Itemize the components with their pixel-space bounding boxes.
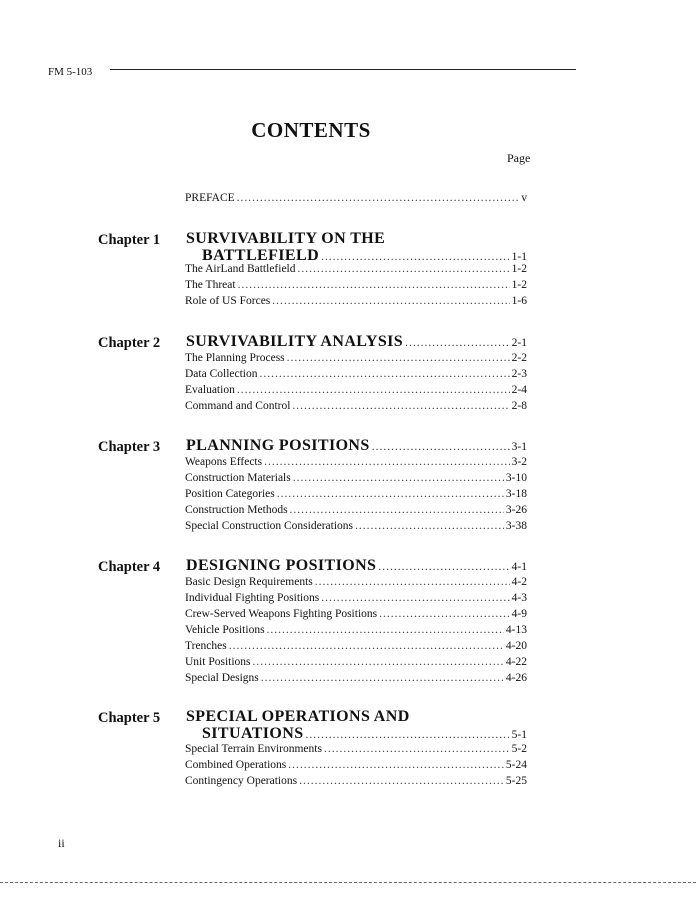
chapter-label: Chapter 2 [98,335,161,351]
toc-entry-label: Combined Operations [185,759,287,771]
toc-entry[interactable] [185,263,527,279]
page-bottom-edge [0,882,696,883]
toc-entry-page: 3-10 [505,472,527,484]
leader-dots [290,504,504,516]
chapter-title: DESIGNING POSITIONS [186,557,377,574]
leader-dots [260,368,510,380]
toc-entry-label: Vehicle Positions [185,624,265,636]
toc-entry[interactable] [185,592,527,608]
toc-entry-page: 4-22 [505,656,527,668]
page-number: ii [58,836,65,850]
toc-entry-label: Basic Design Requirements [185,576,313,588]
toc-entry-page: 4-20 [505,640,527,652]
toc-entry-page: 2-4 [511,384,527,396]
toc-entry[interactable] [185,352,527,368]
toc-entry-page: 2-2 [511,352,527,364]
toc-entry-label: The AirLand Battlefield [185,263,296,275]
toc-entry-label: Role of US Forces [185,295,271,307]
toc-entry-page: 5-2 [511,743,527,755]
toc-entry-page: 5-1 [511,729,527,741]
leader-dots [378,561,509,573]
leader-dots [261,672,504,684]
leader-dots [253,656,504,668]
toc-entry-page: 1-6 [511,295,527,307]
leader-dots [315,576,510,588]
toc-entry-label: The Planning Process [185,352,285,364]
toc-entry[interactable] [185,504,527,520]
toc-entry[interactable] [185,656,527,672]
toc-entry[interactable] [185,456,527,472]
leader-dots [267,624,504,636]
toc-entry-label: PREFACE [185,192,235,204]
toc-entry[interactable] [185,759,527,775]
leader-dots [293,472,504,484]
toc-entry[interactable] [185,520,527,536]
toc-entry-chapter-title[interactable] [186,437,527,457]
toc-entry[interactable] [185,472,527,488]
toc-entry-page: v [521,192,527,204]
toc-entry-page: 4-26 [505,672,527,684]
leader-dots [264,456,510,468]
chapter-title: SPECIAL OPERATIONS AND [186,708,410,725]
running-header [48,62,576,78]
toc-entry-page: 3-1 [511,441,527,453]
toc-entry-label: Trenches [185,640,227,652]
leader-dots [292,400,509,412]
toc-entry-label: Weapons Effects [185,456,263,468]
toc-entry[interactable] [185,775,527,791]
leader-dots [355,520,504,532]
toc-entry-page: 1-2 [511,263,527,275]
leader-dots [287,352,510,364]
leader-dots [238,279,510,291]
toc-entry-label: Special Construction Considerations [185,520,354,532]
toc-entry-page: 5-24 [505,759,527,771]
toc-entry-page: 3-18 [505,488,527,500]
toc-entry-label: Evaluation [185,384,235,396]
page-title: CONTENTS [251,118,371,142]
chapter-title: SITUATIONS [202,725,304,742]
chapter-label: Chapter 1 [98,232,161,248]
chapter-title: BATTLEFIELD [202,247,320,264]
leader-dots [372,441,510,453]
toc-entry-label: Unit Positions [185,656,251,668]
toc-entry[interactable] [185,624,527,640]
toc-entry-label: Construction Materials [185,472,291,484]
toc-entry[interactable] [185,608,527,624]
leader-dots [321,251,510,263]
toc-entry-preface[interactable] [185,192,527,208]
toc-entry-label: Special Designs [185,672,259,684]
leader-dots [321,592,509,604]
toc-entry-label: Position Categories [185,488,275,500]
toc-entry-label: Data Collection [185,368,258,380]
toc-entry[interactable] [185,384,527,400]
toc-entry-page: 5-25 [505,775,527,787]
leader-dots [379,608,510,620]
toc-entry-page: 2-1 [511,337,527,349]
toc-entry[interactable] [185,279,527,295]
chapter-title: SURVIVABILITY ANALYSIS [186,333,404,350]
chapter-title: PLANNING POSITIONS [186,437,370,454]
page-column-label: Page [507,151,531,165]
chapter-label: Chapter 4 [98,559,161,575]
toc-entry-page: 3-26 [505,504,527,516]
toc-entry-page: 4-9 [511,608,527,620]
header-rule [110,69,576,70]
leader-dots [237,192,520,204]
toc-entry-page: 2-3 [511,368,527,380]
toc-entry-page: 4-3 [511,592,527,604]
toc-entry-label: Crew-Served Weapons Fighting Positions [185,608,378,620]
leader-dots [298,263,510,275]
toc-entry-label: Contingency Operations [185,775,298,787]
toc-entry-label: Construction Methods [185,504,288,516]
toc-entry-chapter-title[interactable] [202,725,527,745]
toc-entry-page: 3-2 [511,456,527,468]
toc-entry-page: 3-38 [505,520,527,532]
leader-dots [324,743,510,755]
toc-entry-page: 4-13 [505,624,527,636]
toc-entry-page: 1-2 [511,279,527,291]
toc-entry-chapter-title[interactable] [186,557,527,577]
toc-entry-chapter-title[interactable] [186,333,527,353]
toc-entry[interactable] [185,295,527,311]
toc-entry[interactable] [185,576,527,592]
leader-dots [306,729,510,741]
chapter-title: SURVIVABILITY ON THE [186,230,386,247]
leader-dots [229,640,504,652]
leader-dots [299,775,504,787]
chapter-label: Chapter 3 [98,439,161,455]
toc-entry[interactable] [185,640,527,656]
toc-entry-page: 2-8 [511,400,527,412]
leader-dots [277,488,504,500]
toc-entry[interactable] [185,368,527,384]
leader-dots [288,759,504,771]
toc-entry-page: 1-1 [511,251,527,263]
toc-entry[interactable] [185,672,527,688]
document-id: FM 5-103 [48,66,93,78]
toc-entry-label: The Threat [185,279,236,291]
toc-entry-page: 4-2 [511,576,527,588]
toc-entry-label: Special Terrain Environments [185,743,322,755]
toc-entry[interactable] [185,743,527,759]
toc-entry-label: Command and Control [185,400,291,412]
toc-entry-label: Individual Fighting Positions [185,592,320,604]
chapter-label: Chapter 5 [98,710,161,726]
leader-dots [237,384,510,396]
toc-entry[interactable] [185,488,527,504]
leader-dots [405,337,510,349]
leader-dots [272,295,509,307]
toc-entry[interactable] [185,400,527,416]
toc-entry-page: 4-1 [511,561,527,573]
